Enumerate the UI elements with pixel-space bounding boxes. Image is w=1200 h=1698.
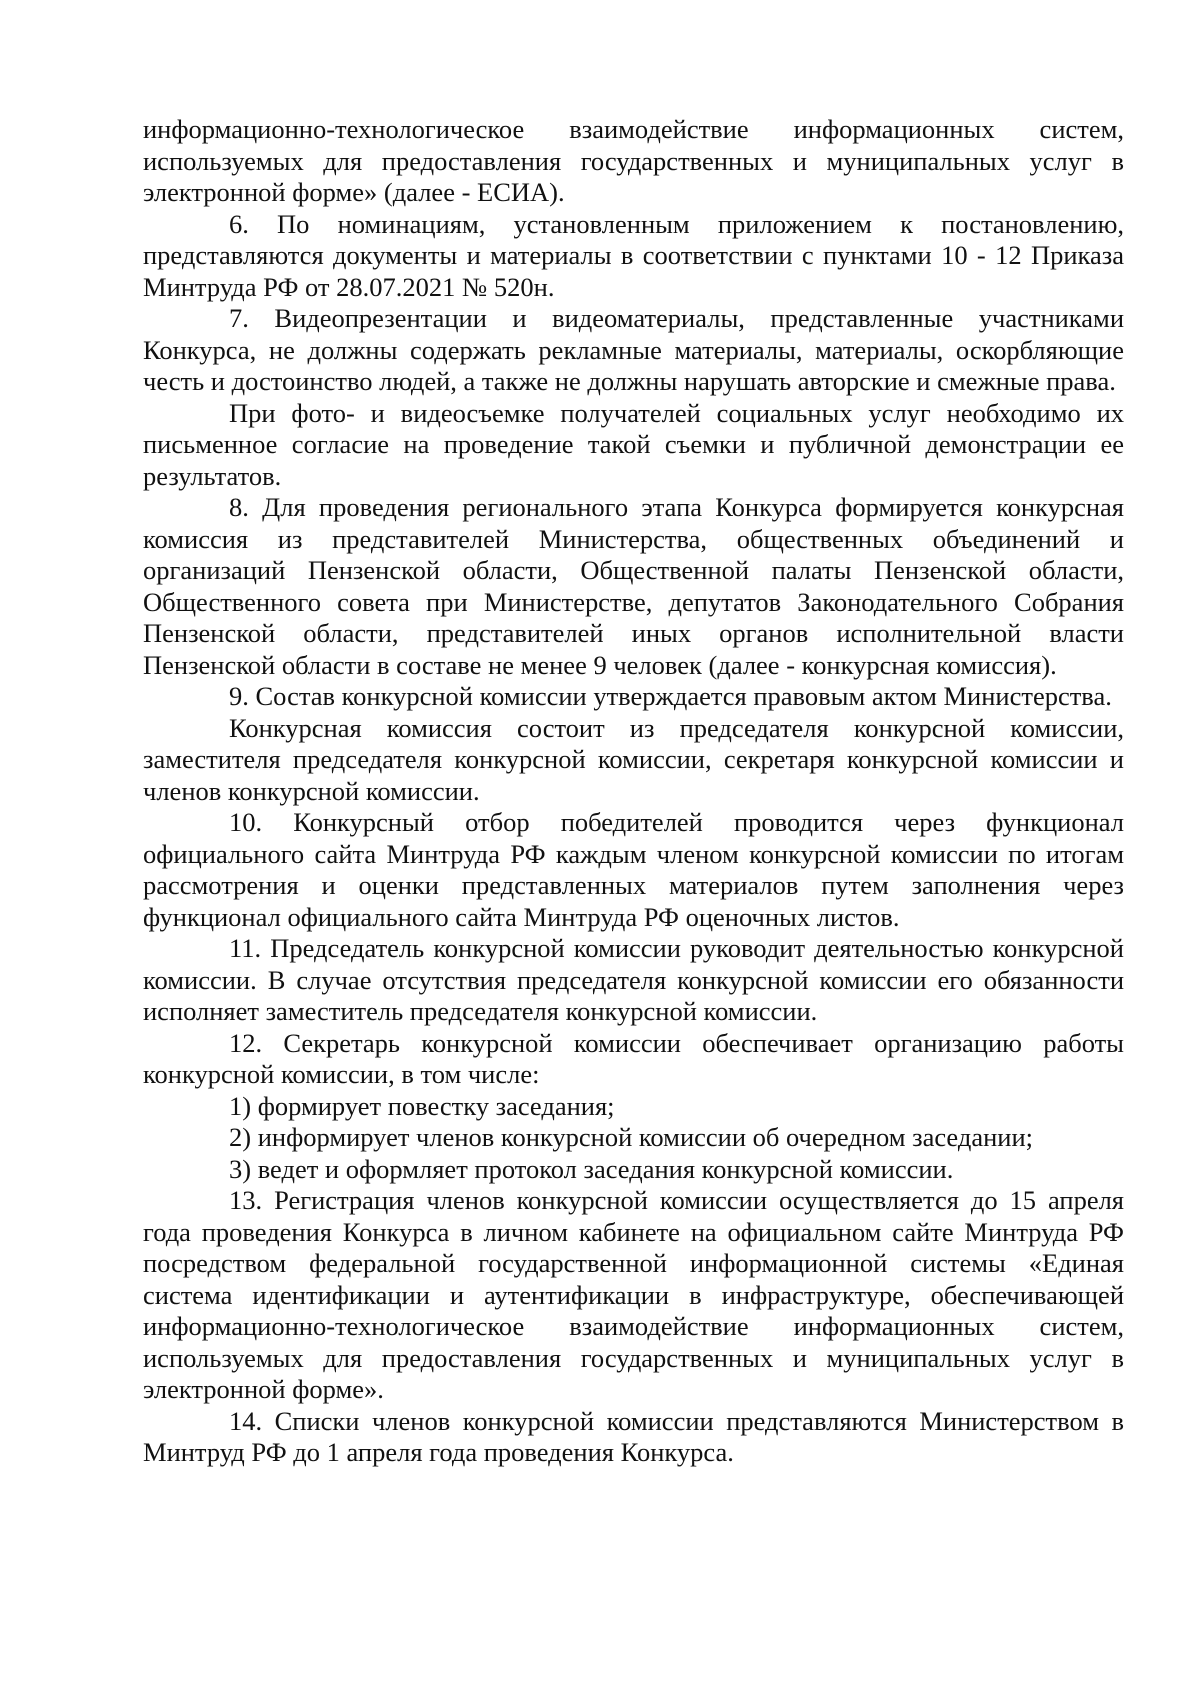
paragraph-item-10: 10. Конкурсный отбор победителей проводится через функционал официального сайта Минтруда РФ каждым членом конкурсной комиссии по итогам рассмотрения и оценки представленных материалов путем заполнения через функционал официального сайта Минтруда РФ оценочных листов. [143, 807, 1124, 932]
paragraph-photo-consent: При фото- и видеосъемке получателей социальных услуг необходимо их письменное согласие на проведение такой съемки и публичной демонстрации ее результатов. [143, 397, 1124, 491]
paragraph-item-12: 12. Секретарь конкурсной комиссии обеспечивает организацию работы конкурсной комиссии, в том числе: [143, 1027, 1124, 1089]
paragraph-commission-composition: Конкурсная комиссия состоит из председателя конкурсной комиссии, заместителя председателя конкурсной комиссии, секретаря конкурсной комиссии и членов конкурсной комиссии. [143, 712, 1124, 806]
paragraph-item-11: 11. Председатель конкурсной комиссии руководит деятельностью конкурсной комиссии. В случае отсутствия председателя конкурсной комиссии его обязанности исполняет заместитель председателя конкурсной комиссии. [143, 933, 1124, 1026]
list-item-1: 1) формирует повестку заседания; [229, 1090, 615, 1121]
paragraph-item-9: 9. Состав конкурсной комиссии утверждается правовым актом Министерства. [229, 681, 1112, 711]
paragraph-item-6: 6. По номинациям, установленным приложением к постановлению, представляются документы и материалы в соответствии с пунктами 10 - 12 Приказа Минтруда РФ от 28.07.2021 № 520н. [143, 208, 1124, 302]
paragraph-item-13: 13. Регистрация членов конкурсной комиссии осуществляется до 15 апреля года проведения Конкурса в личном кабинете на официальном сайте Минтруда РФ посредством федеральной государственной информационной системы «Единая система идентификации и аутентификации в инфраструктуре, обеспечивающей информационно-технологическое взаимодействие информационных систем, используемых для предоставления государственных и муниципальных услуг в электронной форме». [143, 1185, 1124, 1404]
document-body [143, 114, 1124, 1469]
paragraph-item-14: 14. Списки членов конкурсной комиссии представляются Министерством в Минтруд РФ до 1 апреля года проведения Конкурса. [143, 1405, 1124, 1467]
paragraph-item-8: 8. Для проведения регионального этапа Конкурса формируется конкурсная комиссия из представителей Министерства, общественных объединений и организаций Пензенской области, Общественной палаты Пензенской области, Общественного совета при Министерстве, депутатов Законодательного Собрания Пензенской области, представителей иных органов исполнительной власти Пензенской области в составе не менее 9 человек (далее - конкурсная комиссия). [143, 492, 1124, 680]
paragraph-continuation: информационно-технологическое взаимодействие информационных систем, используемых для предоставления государственных и муниципальных услуг в электронной форме» (далее - ЕСИА). [143, 114, 1124, 207]
paragraph-item-7: 7. Видеопрезентации и видеоматериалы, представленные участниками Конкурса, не должны содержать рекламные материалы, материалы, оскорбляющие честь и достоинство людей, а также не должны нарушать авторские и смежные права. [143, 303, 1124, 396]
list-item-2: 2) информирует членов конкурсной комиссии об очередном заседании; [229, 1122, 1033, 1152]
list-item-3: 3) ведет и оформляет протокол заседания конкурсной комиссии. [229, 1153, 954, 1184]
